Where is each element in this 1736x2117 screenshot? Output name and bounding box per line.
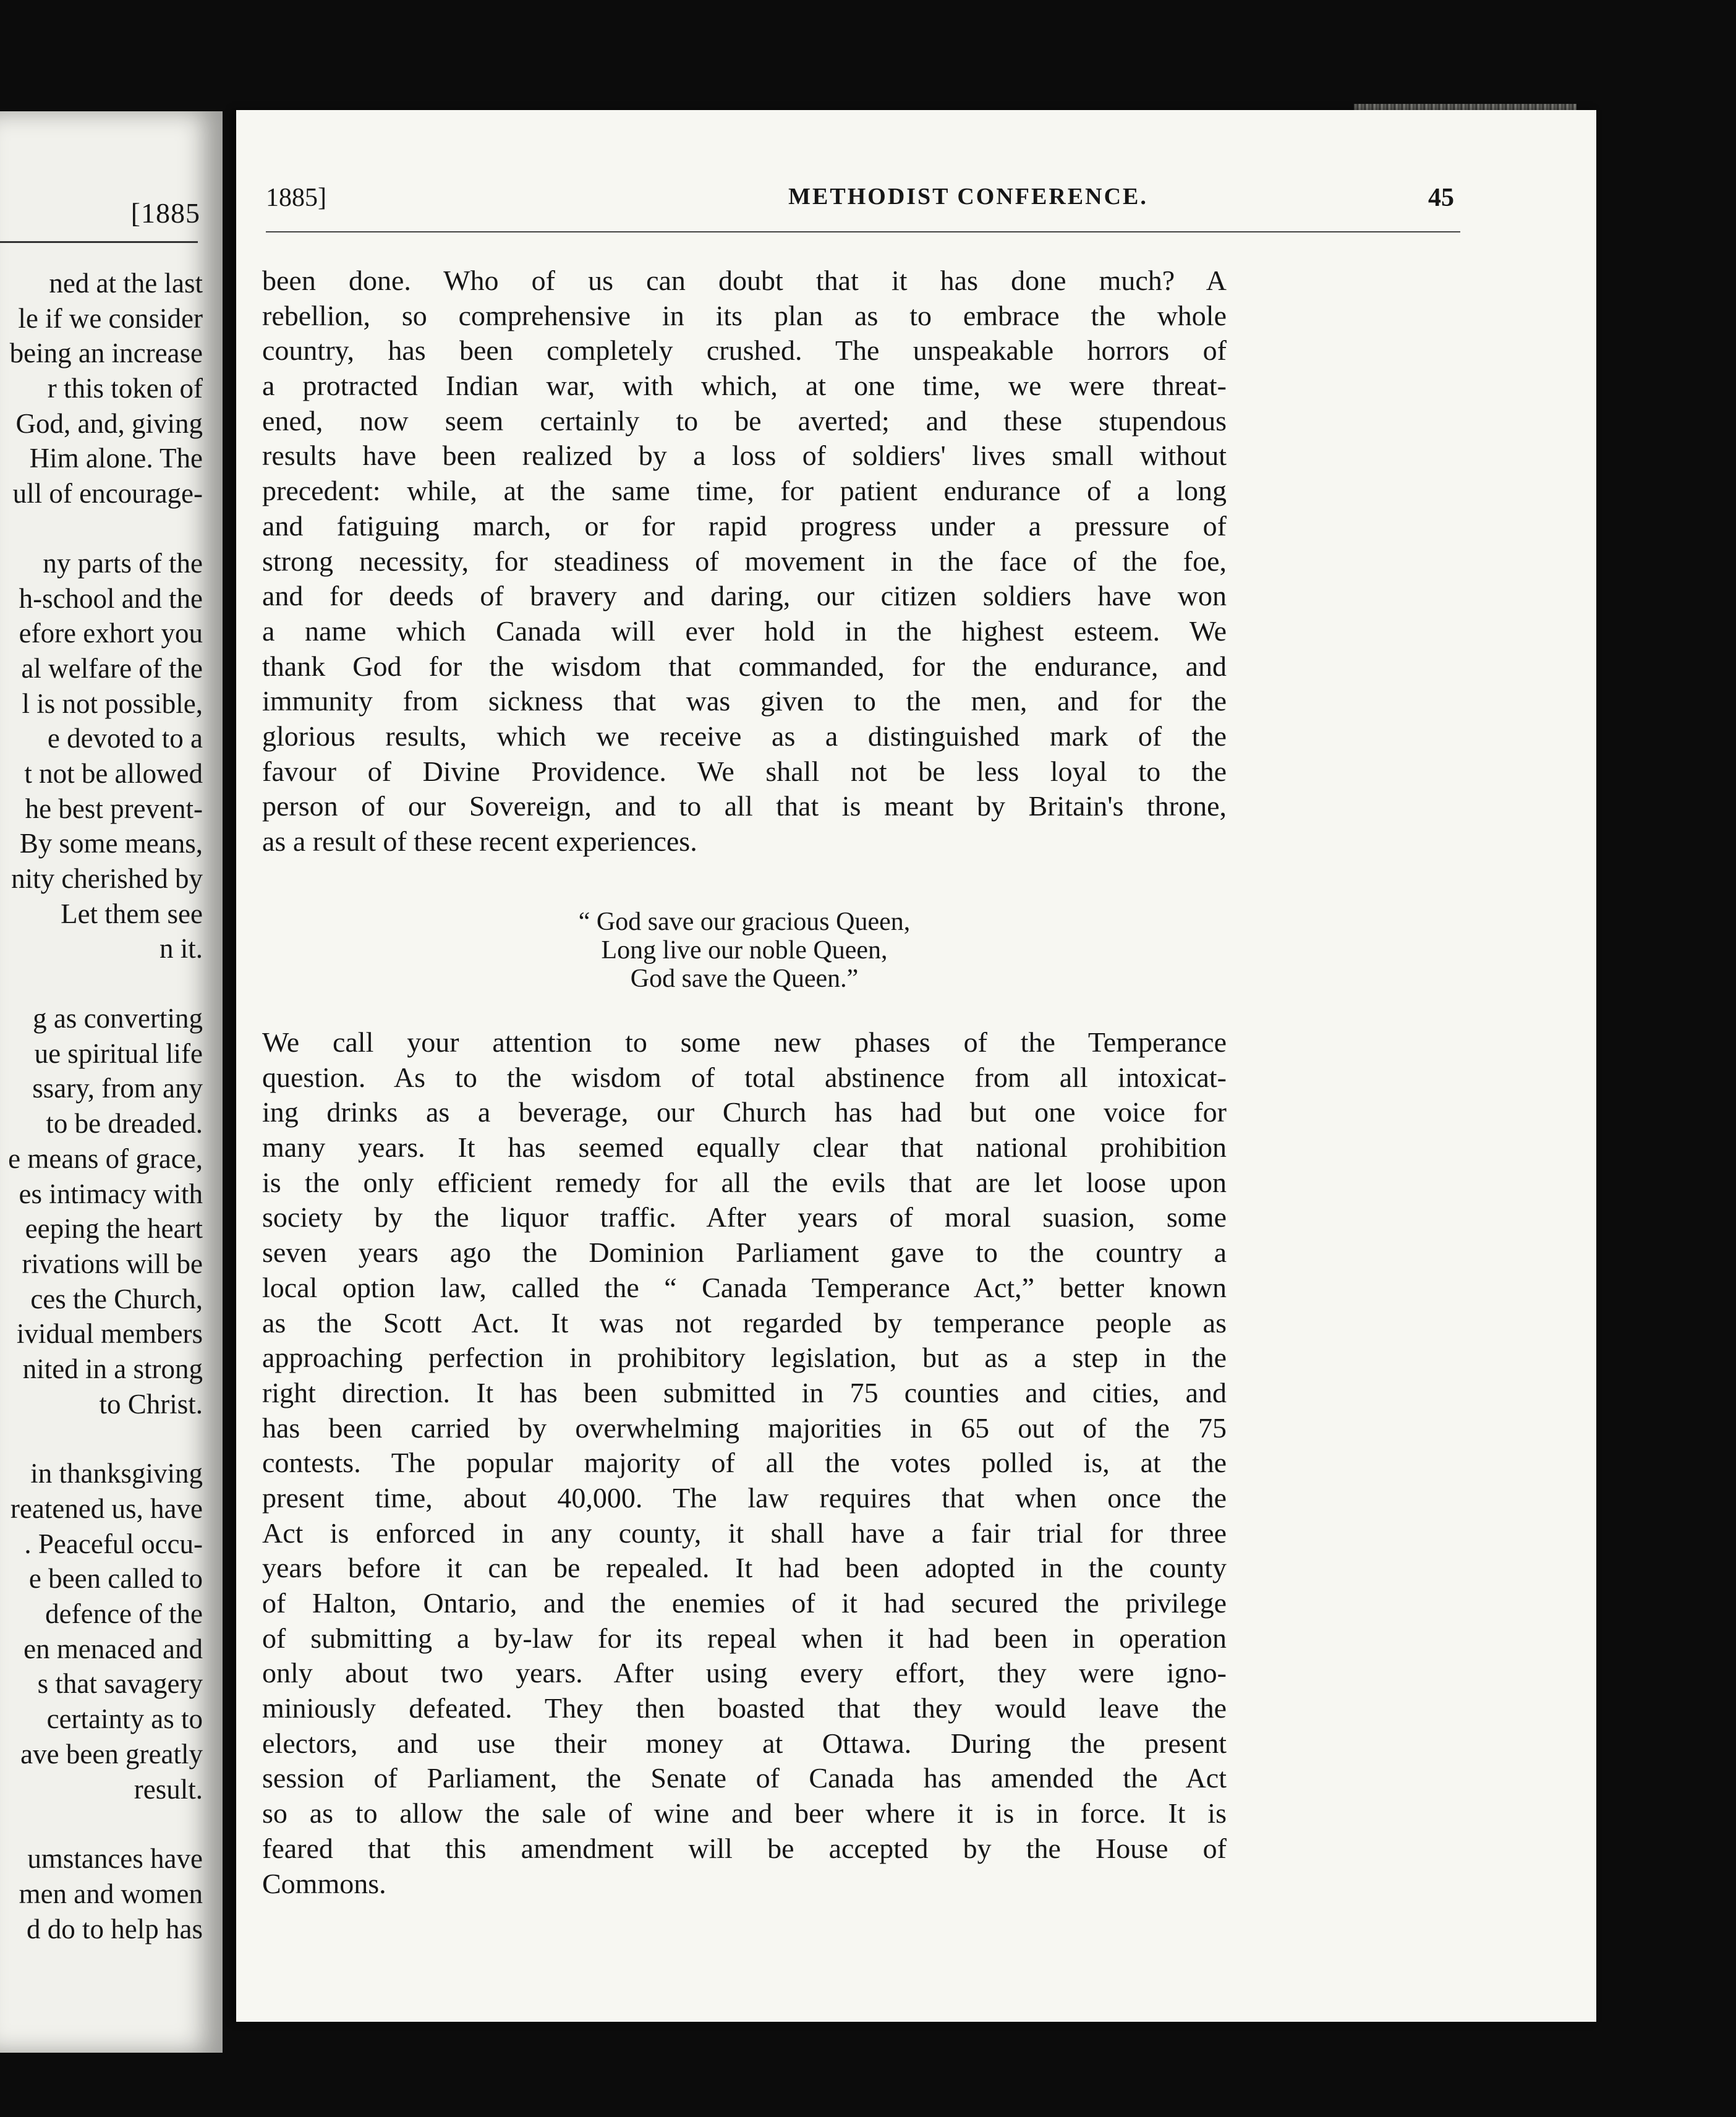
left-text-line: to be dreaded. [46, 1108, 203, 1139]
left-text-line: certainty as to [46, 1703, 203, 1735]
left-text-line: en menaced and [23, 1633, 203, 1664]
left-text-line: defence of the [45, 1598, 203, 1630]
text-line: as a result of these recent experiences. [262, 825, 697, 857]
text-line: miniously defeated. They then boasted that they would leave the [262, 1692, 1227, 1724]
text-line: and for deeds of bravery and daring, our citizen soldiers have won [262, 580, 1227, 612]
left-page-text [0, 266, 203, 1946]
text-line: electors, and use their money at Ottawa. During the present [262, 1727, 1227, 1759]
poem-line: God save the Queen.” [630, 965, 859, 993]
left-text-line: ave been greatly [20, 1738, 203, 1770]
left-text-line: umstances have [27, 1843, 203, 1875]
text-line: society by the liquor traffic. After years of moral suasion, some [262, 1201, 1227, 1233]
left-text-line [0, 1807, 203, 1841]
left-text-line: s that savagery [37, 1668, 203, 1700]
text-line: results have been realized by a loss of soldiers' lives small without [262, 440, 1227, 472]
text-line: years before it can be repealed. It had been adopted in the county [262, 1552, 1227, 1584]
left-text-line: nity cherished by [11, 863, 203, 894]
text-line: ened, now seem certainly to be averted; and these stupendous [262, 404, 1227, 437]
left-text-line: Him alone. The [29, 443, 203, 474]
text-line: glorious results, which we receive as a distinguished mark of the [262, 720, 1227, 752]
text-line: a name which Canada will ever hold in the highest esteem. We [262, 615, 1227, 647]
left-text-line: e devoted to a [47, 723, 203, 754]
left-text-line: al welfare of the [21, 652, 203, 684]
running-head-title: METHODIST CONFERENCE. [788, 184, 1148, 210]
left-text-line: efore exhort you [19, 618, 203, 649]
left-text-line: By some means, [19, 828, 203, 859]
text-line: session of Parliament, the Senate of Canada has amended the Act [262, 1762, 1227, 1794]
left-text-line: ividual members [16, 1318, 203, 1350]
text-line: seven years ago the Dominion Parliament gave to the country a [262, 1237, 1227, 1269]
text-line: favour of Divine Providence. We shall not be less loyal to the [262, 755, 1227, 787]
left-text-line: eeping the heart [25, 1213, 203, 1245]
text-line: Commons. [262, 1867, 386, 1899]
text-line: and fatiguing march, or for rapid progress under a pressure of [262, 509, 1227, 542]
text-line: immunity from sickness that was given to the men, and for the [262, 685, 1227, 717]
left-text-line: n it. [159, 933, 203, 965]
left-text-line: h-school and the [19, 582, 203, 614]
text-line: right direction. It has been submitted in 75 counties and cities, and [262, 1376, 1227, 1408]
text-line: person of our Sovereign, and to all that is meant by Britain's throne, [262, 790, 1227, 822]
left-text-line: ssary, from any [32, 1073, 203, 1104]
text-line: strong necessity, for steadiness of movement in the face of the foe, [262, 545, 1227, 577]
left-text-line: ue spiritual life [34, 1037, 203, 1069]
left-text-line: . Peaceful occu- [24, 1528, 203, 1559]
poem-line: “ God save our gracious Queen, [578, 908, 911, 936]
text-line: so as to allow the sale of wine and beer where it is in force. It is [262, 1797, 1227, 1829]
page-number: 45 [1428, 184, 1454, 212]
left-text-line: ull of encourage- [12, 478, 203, 509]
left-text-line: le if we consider [18, 302, 203, 334]
left-text-line: in thanksgiving [30, 1458, 203, 1489]
header-rule [266, 231, 1460, 232]
paragraph-temperance [262, 1025, 1227, 1901]
text-line: of submitting a by-law for its repeal when it had been in operation [262, 1622, 1227, 1654]
text-line: contests. The popular majority of all the votes polled is, at the [262, 1447, 1227, 1479]
text-line: approaching perfection in prohibitory legislation, but as a step in the [262, 1342, 1227, 1374]
left-text-line: nited in a strong [22, 1353, 203, 1384]
left-text-line: rivations will be [22, 1248, 203, 1279]
left-text-line: Let them see [61, 898, 203, 929]
left-text-line [0, 1421, 203, 1456]
left-text-line: God, and, giving [15, 407, 203, 439]
left-page [0, 111, 223, 2053]
left-page-header: [1885 [130, 197, 200, 229]
left-text-line [0, 511, 203, 546]
left-header-rule [0, 241, 198, 243]
running-head [266, 183, 1596, 220]
text-line: precedent: while, at the same time, for patient endurance of a long [262, 475, 1227, 507]
left-text-line: t not be allowed [24, 757, 203, 789]
left-text-line: men and women [19, 1878, 203, 1909]
text-line: feared that this amendment will be accepted by the House of [262, 1832, 1227, 1864]
left-text-line: e means of grace, [8, 1143, 203, 1174]
text-line: is the only efficient remedy for all the evils that are let loose upon [262, 1166, 1227, 1198]
left-text-line: he best prevent- [25, 793, 203, 824]
left-text-line: r this token of [47, 373, 203, 404]
text-line: as the Scott Act. It was not regarded by temperance people as [262, 1306, 1227, 1339]
text-line: been done. Who of us can doubt that it has done much? A [262, 265, 1227, 296]
left-text-line: reatened us, have [10, 1493, 203, 1524]
text-line: a protracted Indian war, with which, at one time, we were threat- [262, 370, 1227, 402]
left-text-line: being an increase [9, 338, 203, 369]
text-line: thank God for the wisdom that commanded, for the endurance, and [262, 650, 1227, 682]
text-line: has been carried by overwhelming majorities in 65 out of the 75 [262, 1412, 1227, 1444]
poem-line: Long live our noble Queen, [601, 936, 888, 965]
text-line: country, has been completely crushed. The unspeakable horrors of [262, 334, 1227, 367]
left-text-line: es intimacy with [19, 1178, 203, 1209]
text-line: rebellion, so comprehensive in its plan as to embrace the whole [262, 299, 1227, 331]
left-text-line: to Christ. [99, 1388, 203, 1420]
left-text-line: l is not possible, [22, 688, 203, 719]
text-line: ing drinks as a beverage, our Church has had but one voice for [262, 1096, 1227, 1128]
text-line: many years. It has seemed equally clear that national prohibition [262, 1131, 1227, 1164]
left-text-line: ned at the last [49, 268, 203, 299]
left-text-line: d do to help has [27, 1913, 203, 1944]
left-text-line [0, 966, 203, 1001]
text-line: local option law, called the “ Canada Temperance Act,” better known [262, 1271, 1227, 1303]
poem-god-save-the-queen [262, 908, 1227, 993]
left-text-line: ces the Church, [30, 1283, 203, 1314]
text-line: of Halton, Ontario, and the enemies of it had secured the privilege [262, 1587, 1227, 1619]
left-text-line: result. [134, 1773, 203, 1805]
right-page [236, 110, 1596, 2022]
text-line: present time, about 40,000. The law requires that when once the [262, 1481, 1227, 1514]
paragraph-rebellion [262, 263, 1227, 859]
text-line: Act is enforced in any county, it shall have a fair trial for three [262, 1517, 1227, 1549]
running-head-year: 1885] [266, 184, 326, 212]
text-line: We call your attention to some new phases of the Temperance [262, 1026, 1227, 1058]
left-text-line: ny parts of the [43, 547, 203, 579]
left-text-line: e been called to [28, 1563, 203, 1595]
left-text-line: g as converting [33, 1003, 203, 1034]
text-line: question. As to the wisdom of total abstinence from all intoxicat- [262, 1061, 1227, 1093]
text-line: only about two years. After using every effort, they were igno- [262, 1657, 1227, 1689]
